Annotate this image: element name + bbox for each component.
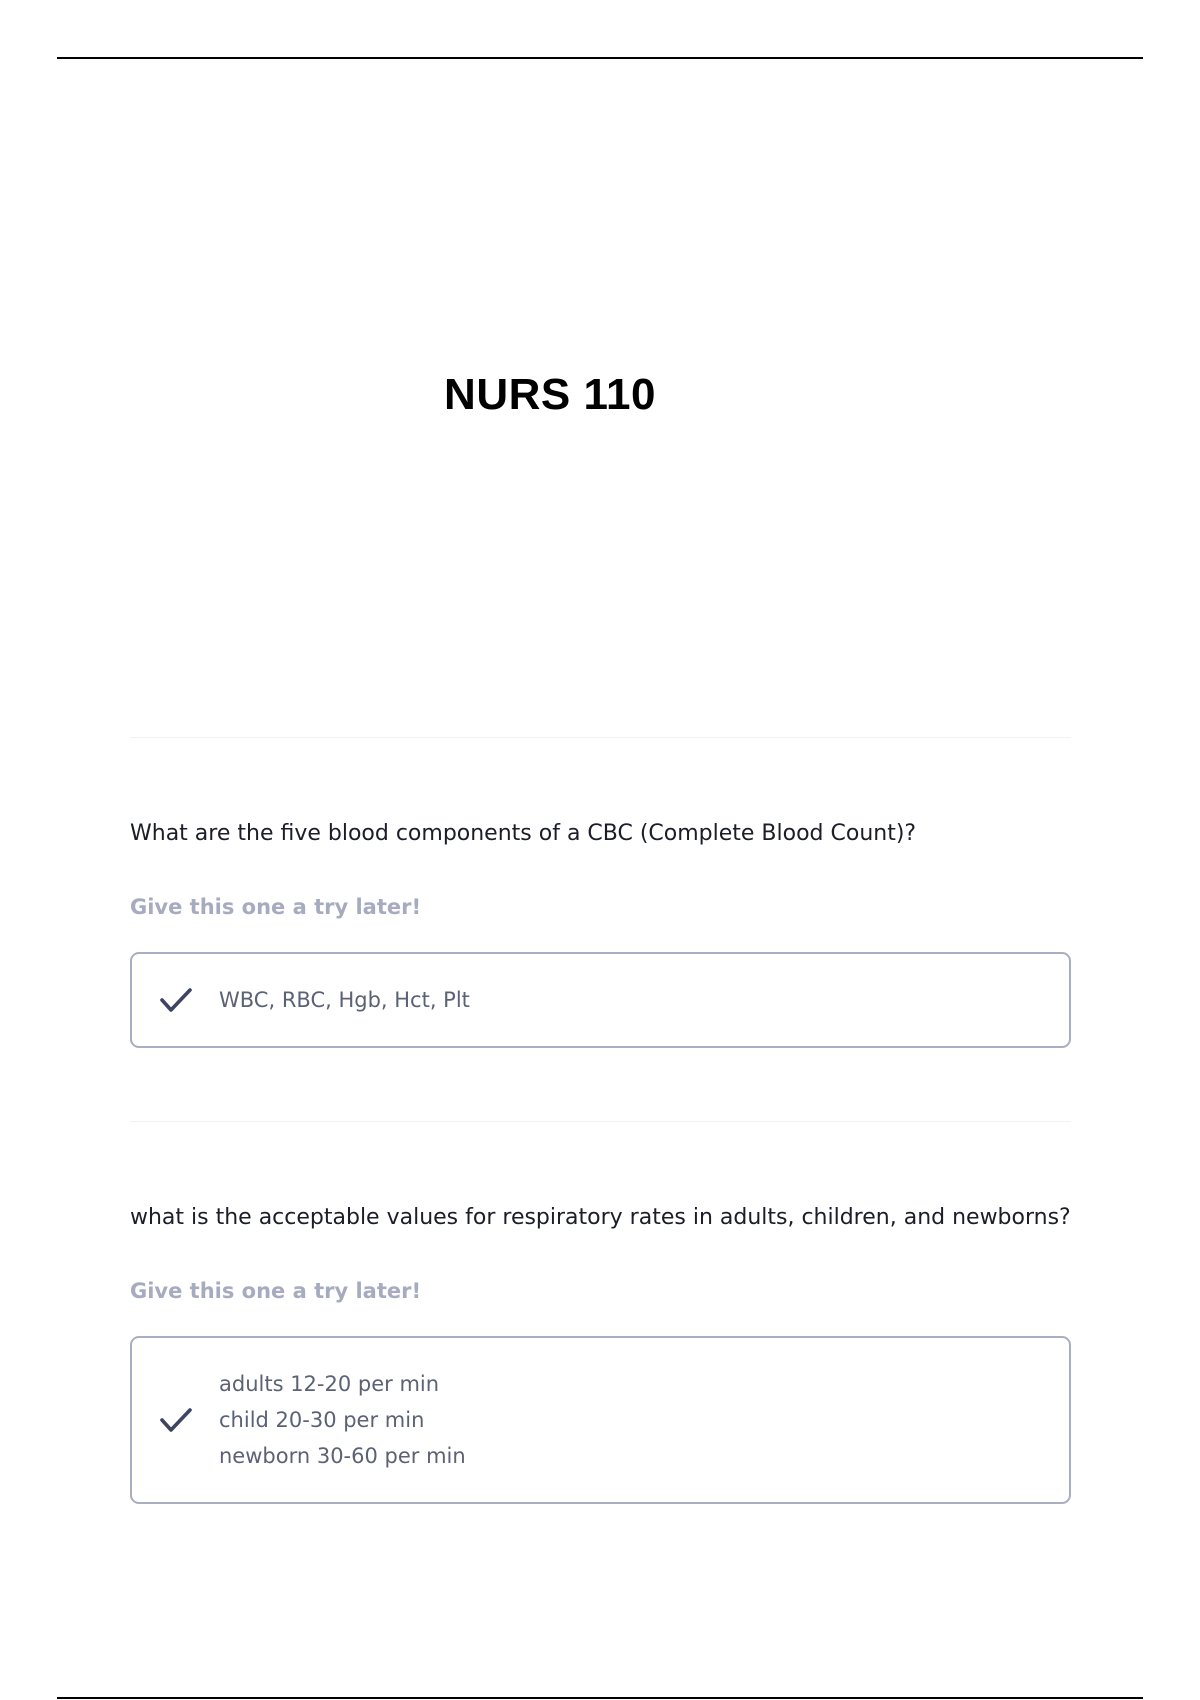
question-text: what is the acceptable values for respiratory rates in adults, children, and newborns? bbox=[130, 1205, 1071, 1230]
document-title: NURS 110 bbox=[444, 370, 656, 419]
answer-line: child 20-30 per min bbox=[219, 1408, 425, 1432]
answer-line: newborn 30-60 per min bbox=[219, 1444, 466, 1468]
answer-line: adults 12-20 per min bbox=[219, 1372, 440, 1396]
check-icon bbox=[158, 1402, 194, 1438]
answer-text bbox=[219, 1366, 466, 1474]
page-top-rule bbox=[57, 57, 1143, 59]
try-later-hint: Give this one a try later! bbox=[130, 1279, 422, 1303]
page-bottom-rule bbox=[57, 1697, 1143, 1699]
answer-box[interactable] bbox=[130, 1336, 1071, 1504]
flashcard-1 bbox=[130, 738, 1071, 1121]
flashcard-list bbox=[130, 737, 1071, 1577]
answer-text bbox=[219, 982, 470, 1018]
answer-box[interactable] bbox=[130, 952, 1071, 1048]
flashcard-2 bbox=[130, 1122, 1071, 1577]
try-later-hint: Give this one a try later! bbox=[130, 895, 422, 919]
question-text: What are the five blood components of a CBC (Complete Blood Count)? bbox=[130, 821, 917, 846]
check-icon bbox=[158, 982, 194, 1018]
answer-line: WBC, RBC, Hgb, Hct, Plt bbox=[219, 988, 470, 1012]
